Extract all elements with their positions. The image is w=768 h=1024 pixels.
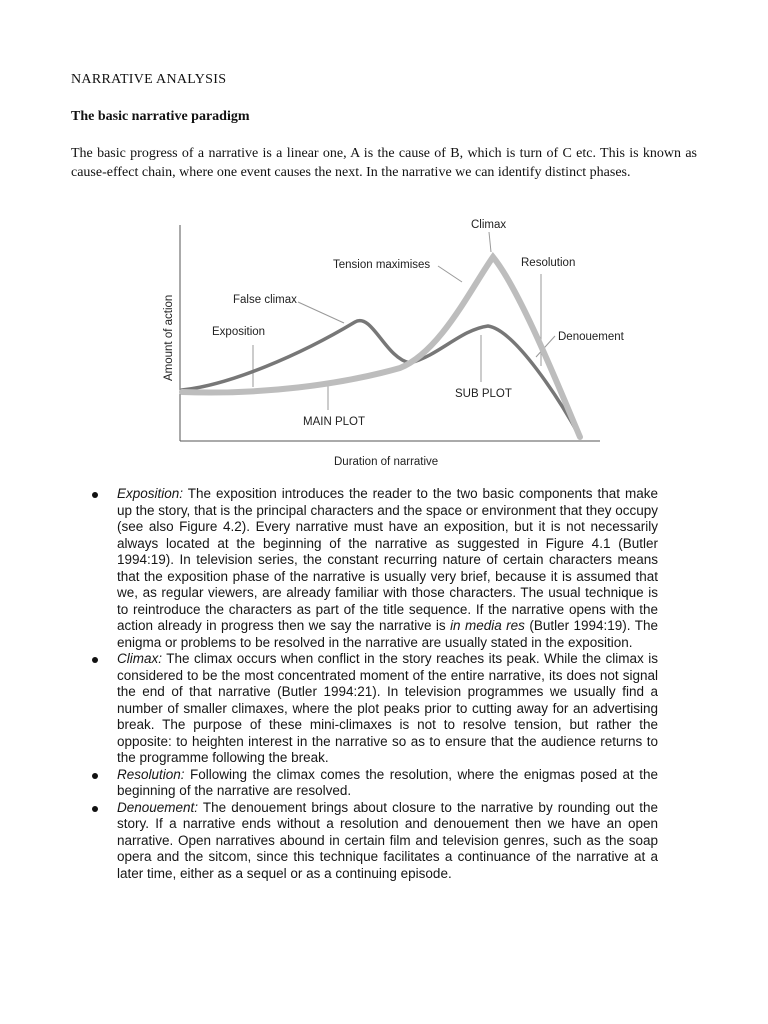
climax-leader <box>489 232 491 252</box>
resolution-label: Resolution <box>521 257 576 269</box>
tension-leader <box>438 266 462 282</box>
phase-definitions-list <box>92 486 658 882</box>
bullet-dot-icon <box>92 773 98 779</box>
document-heading: NARRATIVE ANALYSIS <box>71 72 227 87</box>
phase-description: The exposition introduces the reader to the two basic components that make up the story, that is the principal characters and the space or environment that they occupy (see also Figure 4.2). Every narrative must have an exposition, but it is not necessarily always located at the beginning of the narrative as suggested in Figure 4.1 (Butler 1994:19). In television series, the constant recurring nature of certain characters means that the exposition phase of the narrative is usually very brief, because it is assumed that we, as regular viewers, are already familiar with those characters. The usual technique is to reintroduce the characters as part of the title sequence. If the narrative opens with the action already in progress then we say the narrative is <box>117 486 658 633</box>
x-axis-label: Duration of narrative <box>334 456 439 468</box>
main-plot-label: MAIN PLOT <box>303 416 365 428</box>
latin-phrase: in media res <box>450 618 525 633</box>
list-item <box>92 486 658 651</box>
list-item <box>92 651 658 767</box>
bullet-dot-icon <box>92 492 98 498</box>
list-item <box>92 800 658 883</box>
phase-description: The climax occurs when conflict in the story reaches its peak. While the climax is considered to be the most concentrated moment of the entire narrative, its does not signal the end of that narrative (Butler 1994:21). In television programmes we usually find a number of smaller climaxes, where the plot peaks prior to cutting away for an advertising break. The purpose of these mini-climaxes is not to resolve tension, but rather the opposite: to heighten interest in the narrative so as to ensure that the audience returns to the programme following the break. <box>117 651 658 765</box>
phase-term: Resolution: <box>117 766 185 782</box>
intro-paragraph: The basic progress of a narrative is a linear one, A is the cause of B, which is turn of C etc. This is known as cause-effect chain, where one event causes the next. In the narrative we can identify distinct phases. <box>71 146 697 180</box>
section-subheading: The basic narrative paradigm <box>71 109 250 124</box>
phase-description-end: (Butler 1994:19). The enigma or problems to be resolved in the narrative are usually stated in the exposition. <box>117 618 658 650</box>
phase-term: Exposition: <box>117 486 184 501</box>
phase-term: Denouement: <box>117 799 199 815</box>
sub-plot-label: SUB PLOT <box>455 388 512 400</box>
tension-label: Tension maximises <box>333 259 431 271</box>
y-axis-label: Amount of action <box>163 294 175 381</box>
narrative-arc-diagram <box>0 0 768 480</box>
false-climax-label: False climax <box>233 294 297 306</box>
bullet-dot-icon <box>92 657 98 663</box>
exposition-label: Exposition <box>212 326 266 338</box>
phase-description: Following the climax comes the resolution, where the enigmas posed at the beginning of the narrative are resolved. <box>117 766 658 798</box>
phase-description: The denouement brings about closure to the narrative by rounding out the story. If a narrative ends without a resolution and denouement then we have an open narrative. Open narratives abound in certain film and television genres, such as the soap opera and the sitcom, since this technique facilitates a continuance of the narrative at a later time, either as a sequel or as a continuing episode. <box>117 799 658 881</box>
denouement-label: Denouement <box>558 331 624 343</box>
bullet-dot-icon <box>92 806 98 812</box>
phase-term: Climax: <box>117 651 163 666</box>
climax-label: Climax <box>471 219 507 231</box>
false-climax-leader <box>298 302 344 323</box>
sub-plot-curve <box>182 321 580 437</box>
list-item <box>92 767 658 800</box>
